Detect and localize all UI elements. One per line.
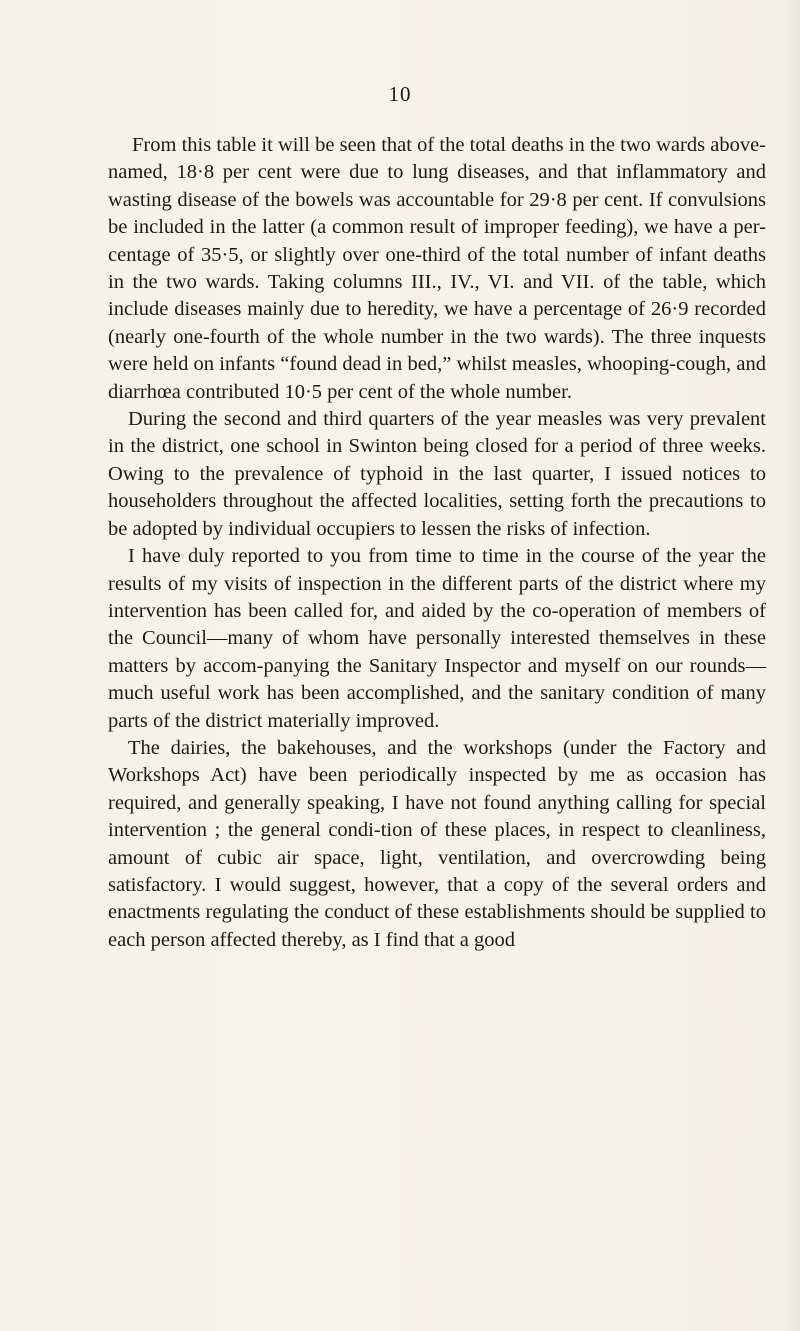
paragraph-mortality-statistics: From this table it will be seen that of the total deaths in the two wards above-named, 18·8 per cent were due to lung diseases, and that inflammatory and wasting disease of the bowels was accountable for 29·8 per cent. If convulsions be included in the latter (a common result of improper feeding), we have a per-centage of 35·5, or slightly over one-third of the total number of infant deaths in the two wards. Taking columns III., IV., VI. and VII. of the table, which include diseases mainly due to heredity, we have a percentage of 26·9 recorded (nearly one-fourth of the whole number in the two wards). The three inquests were held on infants “found dead in bed,” whilst measles, whooping-cough, and diarrhœa contributed 10·5 per cent of the whole number.	[108, 134, 766, 403]
page-number: 10	[388, 82, 412, 106]
paragraph-inspection-visits: I have duly reported to you from time to time in the course of the year the results of my visits of inspection in the different parts of the district where my intervention has been called for, and aided by the co-operation of members of the Council—many of whom have personally interested themselves in these matters by accom-panying the Sanitary Inspector and myself on our rounds—much useful work has been accomplished, and the sanitary condition of many parts of the district materially improved.	[108, 545, 766, 732]
body-text	[108, 132, 766, 954]
paragraph-measles-typhoid: During the second and third quarters of the year measles was very prevalent in the district, one school in Swinton being closed for a period of three weeks. Owing to the prevalence of typhoid in the last quarter, I issued notices to householders throughout the affected localities, setting forth the precautions to be adopted by individual occupiers to lessen the risks of infection.	[108, 408, 766, 540]
page-edge-shadow	[782, 0, 800, 1331]
paragraph-dairies-bakehouses: The dairies, the bakehouses, and the workshops (under the Factory and Workshops Act) have been periodically inspected by me as occasion has required, and generally speaking, I have not found anything calling for special intervention ; the general condi-tion of these places, in respect to cleanliness, amount of cubic air space, light, ventilation, and overcrowding being satisfactory. I would suggest, however, that a copy of the several orders and enactments regulating the conduct of these establishments should be supplied to each person affected thereby, as I find that a good	[108, 736, 766, 951]
